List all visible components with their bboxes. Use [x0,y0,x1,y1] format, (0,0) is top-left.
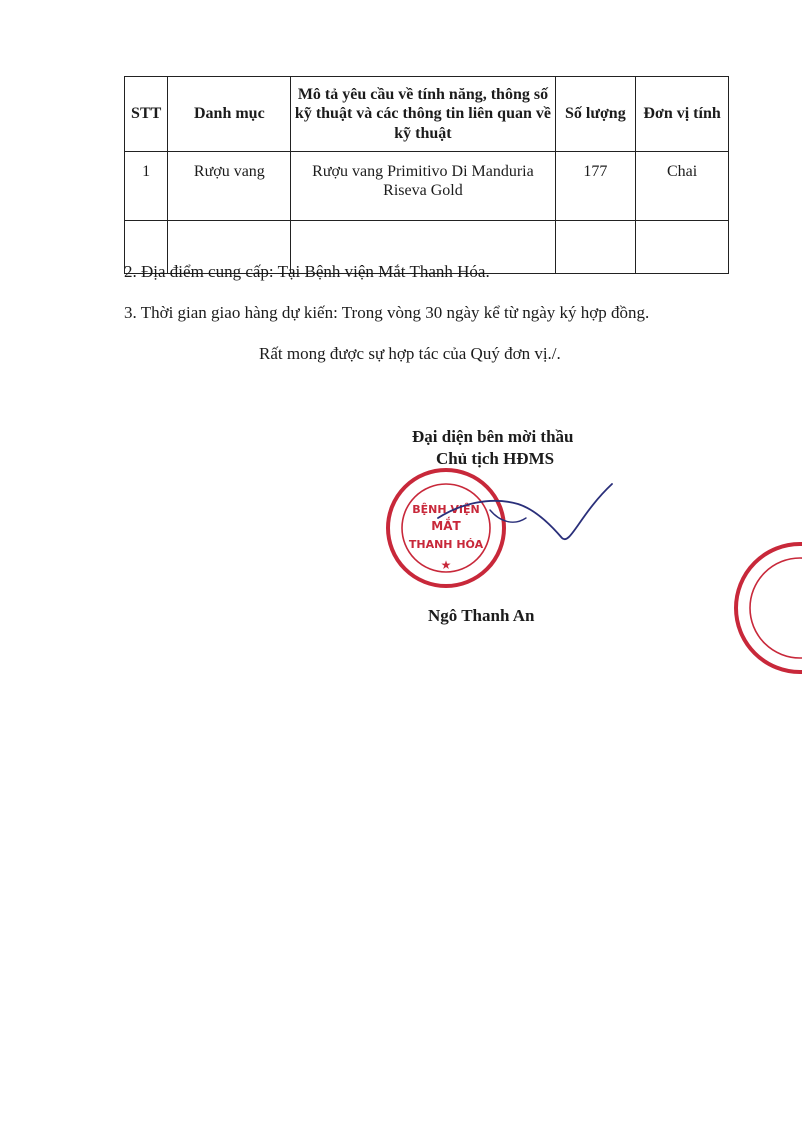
handwritten-signature [430,474,620,554]
cell-quantity [555,221,636,274]
cell-quantity: 177 [555,152,636,221]
stamp-star-icon: ★ [440,558,452,572]
header-description: Mô tả yêu cầu về tính năng, thông số kỹ thuật và các thông tin liên quan về kỹ thuật [291,77,555,152]
delivery-time-note: 3. Thời gian giao hàng dự kiến: Trong vòng 30 ngày kể từ ngày ký hợp đồng. [124,303,650,322]
requirements-table [124,76,729,274]
delivery-location-note: 2. Địa điểm cung cấp: Tại Bệnh viện Mắt Thanh Hóa. [124,262,490,281]
header-quantity: Số lượng [555,77,636,152]
signer-role-line1: Đại diện bên mời thầu [412,427,574,446]
stamp-text-line3: THANH HÓA [408,538,484,551]
table-row [125,152,729,221]
signer-name: Ngô Thanh An [428,606,535,625]
header-stt: STT [125,77,168,152]
cell-stt: 1 [125,152,168,221]
stamp-text-line1: BỆNH VIỆN [412,503,480,516]
cell-unit [636,221,729,274]
closing-note: Rất mong được sự hợp tác của Quý đơn vị./. [259,344,561,363]
cell-description: Rượu vang Primitivo Di Manduria Riseva Gold [291,152,555,221]
partial-stamp-edge [700,538,802,678]
table-header-row [125,77,729,152]
header-unit: Đơn vị tính [636,77,729,152]
header-category: Danh mục [168,77,291,152]
signer-role-line2: Chủ tịch HĐMS [436,449,555,468]
cell-unit: Chai [636,152,729,221]
cell-category: Rượu vang [168,152,291,221]
stamp-text-line2: MẮT [431,519,461,533]
